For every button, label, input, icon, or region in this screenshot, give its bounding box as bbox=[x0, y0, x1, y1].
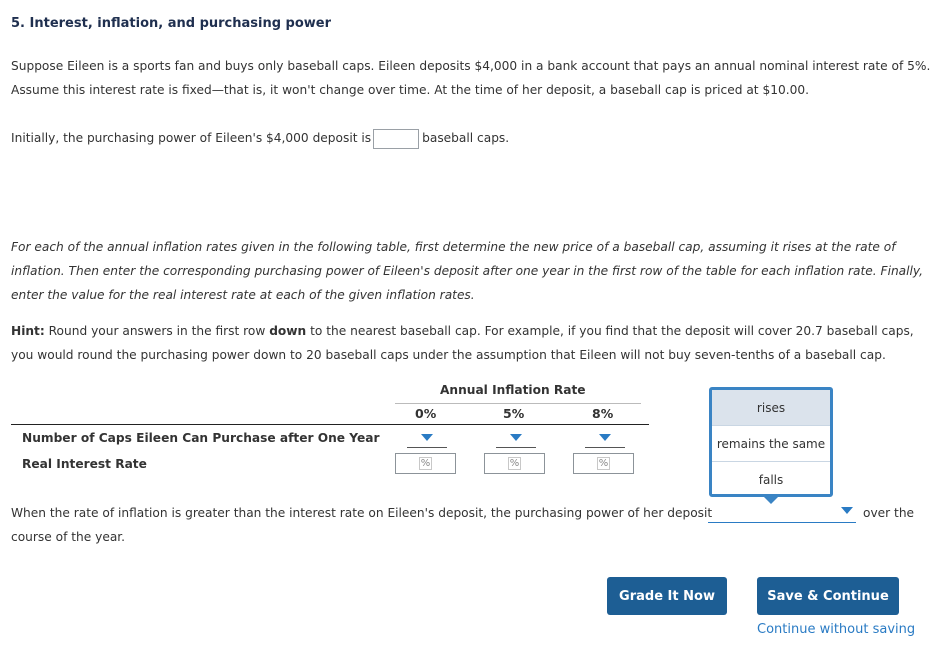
chevron-down-icon bbox=[599, 434, 611, 441]
save-continue-button[interactable]: Save & Continue bbox=[757, 577, 899, 615]
caps-dropdown-5[interactable] bbox=[496, 431, 536, 448]
column-5-percent: 5% bbox=[503, 406, 525, 421]
instructions-line-2: inflation. Then enter the corresponding purchasing power of Eileen's deposit after one year in the first row of the table for each inflation rate. Finally, bbox=[11, 264, 924, 278]
hint-bold: down bbox=[269, 324, 307, 338]
column-0-percent: 0% bbox=[415, 406, 437, 421]
hint-text-2: to the nearest baseball cap. For example, if you find that the deposit will cover 20.7 baseball caps, bbox=[310, 324, 914, 338]
intro-line-1: Suppose Eileen is a sports fan and buys only baseball caps. Eileen deposits $4,000 in a bank account that pays an annual nominal interest rate of 5%. bbox=[11, 59, 931, 73]
conclusion-after: over the bbox=[863, 506, 915, 520]
intro-line-2: Assume this interest rate is fixed—that is, it won't change over time. At the time of her deposit, a baseball cap is priced at $10.00. bbox=[11, 83, 809, 97]
row-label-real-rate: Real Interest Rate bbox=[22, 457, 147, 471]
caps-dropdown-0[interactable] bbox=[407, 431, 447, 448]
conclusion-dropdown[interactable] bbox=[708, 505, 856, 523]
chevron-down-icon bbox=[421, 434, 433, 441]
option-rises[interactable]: rises bbox=[712, 390, 830, 426]
chevron-down-icon bbox=[841, 507, 853, 514]
conclusion-line-2: course of the year. bbox=[11, 530, 126, 544]
percent-sign: % bbox=[598, 458, 609, 469]
dropdown-menu bbox=[709, 387, 833, 497]
table-rule bbox=[11, 424, 649, 425]
menu-pointer bbox=[764, 497, 778, 504]
caps-dropdown-8[interactable] bbox=[585, 431, 625, 448]
real-rate-input-5[interactable] bbox=[484, 453, 545, 474]
option-falls[interactable]: falls bbox=[758, 472, 784, 487]
initial-text-before: Initially, the purchasing power of Eileen's $4,000 deposit is bbox=[11, 131, 372, 145]
instructions-line-3: enter the value for the real interest rate at each of the given inflation rates. bbox=[11, 288, 475, 302]
grade-it-now-button[interactable]: Grade It Now bbox=[607, 577, 727, 615]
chevron-down-icon bbox=[510, 434, 522, 441]
hint-line-2: you would round the purchasing power down to 20 baseball caps under the assumption that Eileen will not buy seven-tenths of a baseball cap. bbox=[11, 348, 886, 362]
hint-label: Hint: bbox=[11, 324, 45, 338]
continue-without-saving-link[interactable]: Continue without saving bbox=[757, 622, 916, 637]
intro-text bbox=[11, 54, 930, 102]
initial-purchasing-power-input[interactable] bbox=[373, 129, 419, 149]
option-remains-the-same[interactable]: remains the same bbox=[712, 426, 830, 462]
conclusion-line-1: When the rate of inflation is greater than the interest rate on Eileen's deposit, the purchasing power of her deposit bbox=[11, 506, 713, 520]
real-rate-input-8[interactable] bbox=[573, 453, 634, 474]
hint bbox=[11, 319, 914, 367]
percent-sign: % bbox=[420, 458, 431, 469]
table-header: Annual Inflation Rate bbox=[440, 383, 586, 397]
column-8-percent: 8% bbox=[592, 406, 614, 421]
question-title: 5. Interest, inflation, and purchasing power bbox=[11, 16, 332, 31]
real-rate-input-0[interactable] bbox=[395, 453, 456, 474]
instructions-line-1: For each of the annual inflation rates given in the following table, first determine the new price of a baseball cap, assuming it rises at the rate of bbox=[11, 240, 896, 254]
initial-question bbox=[11, 126, 509, 150]
instructions bbox=[11, 235, 923, 307]
initial-text-after: baseball caps. bbox=[422, 131, 510, 145]
hint-text-1: Round your answers in the first row bbox=[48, 324, 266, 338]
row-label-caps: Number of Caps Eileen Can Purchase after One Year bbox=[22, 431, 380, 445]
header-divider bbox=[395, 403, 641, 404]
percent-sign: % bbox=[509, 458, 520, 469]
